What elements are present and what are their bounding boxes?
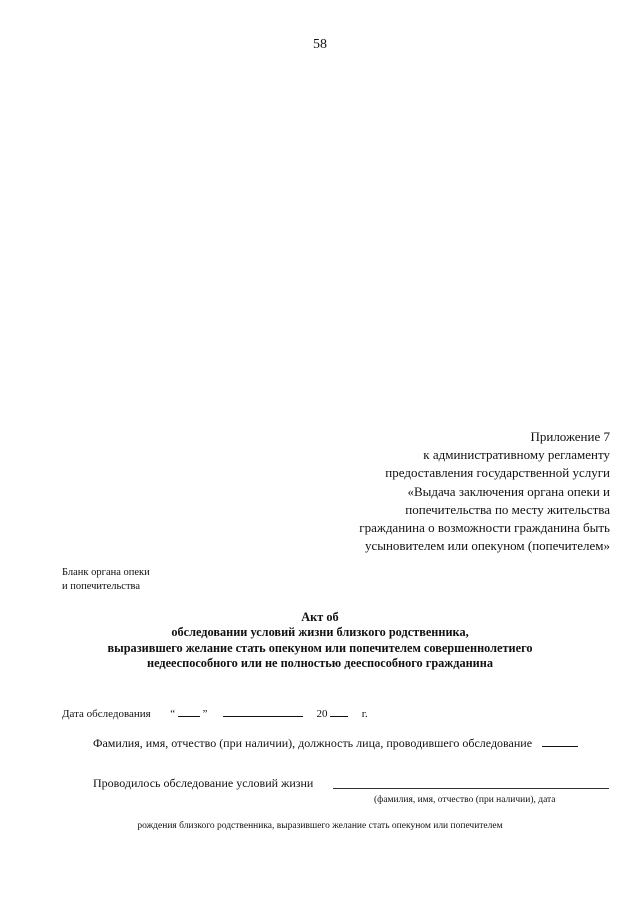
field-hint-2: рождения близкого родственника, выразившего желание стать опекуном или попечителем: [137, 821, 503, 831]
appendix-line: усыновителем или опекуном (попечителем»: [364, 538, 610, 554]
appendix-line: к административному регламенту: [423, 447, 610, 463]
title-line: выразившего желание стать опекуном или попечителем совершеннолетиего: [107, 640, 533, 655]
appendix-header: [359, 428, 610, 555]
blank-line-2: и попечительства: [62, 581, 141, 592]
document-title: [0, 610, 640, 671]
open-quote: “: [170, 708, 176, 720]
close-quote: ”: [202, 708, 208, 720]
inspector-field[interactable]: [542, 735, 578, 747]
authority-blank-label: [62, 566, 150, 594]
living-conditions-label: Проводилось обследование условий жизни: [93, 776, 314, 790]
year-suffix: г.: [361, 708, 368, 720]
inspection-date-label: Дата обследования: [62, 708, 151, 720]
appendix-line: Приложение 7: [530, 429, 610, 444]
living-conditions-row: [93, 776, 313, 791]
title-line: Акт об: [301, 610, 339, 624]
appendix-line: предоставления государственной услуги: [385, 465, 610, 481]
inspection-date-row: [62, 705, 368, 720]
day-field[interactable]: [178, 705, 200, 717]
appendix-line: попечительства по месту жительства: [405, 501, 610, 517]
page-number: 58: [313, 37, 327, 52]
title-line: недееспособного или не полностью дееспособного гражданина: [146, 655, 493, 670]
blank-line-1: Бланк органа опеки: [62, 567, 150, 578]
year-prefix: 20: [316, 708, 328, 720]
inspector-label: Фамилия, имя, отчество (при наличии), должность лица, проводившего обследование: [93, 736, 533, 750]
month-field[interactable]: [223, 705, 303, 717]
year-field[interactable]: [330, 705, 348, 717]
relative-name-field[interactable]: [333, 788, 609, 789]
appendix-line: «Выдача заключения органа опеки и: [407, 483, 610, 499]
field-hint-1: (фамилия, имя, отчество (при наличии), дата: [374, 795, 556, 805]
appendix-line: гражданина о возможности гражданина быть: [359, 520, 610, 536]
inspector-row: [93, 735, 578, 751]
title-line: обследовании условий жизни близкого родственника,: [171, 625, 469, 640]
